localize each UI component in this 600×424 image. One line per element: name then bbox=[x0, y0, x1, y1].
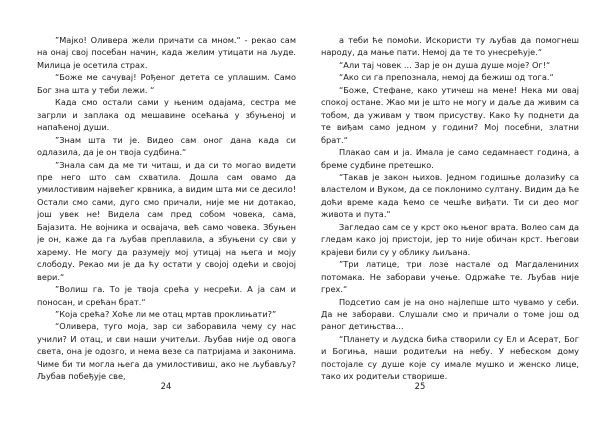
right-page bbox=[321, 34, 579, 382]
left-paragraph: “Оливера, туго моја, зар си заборавила чему су нас учили? И отац, и сви наши учитељи. Љубав није од овога света, она је одозго, и нема везе са патријама и законима. Чиме би ти могла њега да умилостивиш, ако не љубављу? Љубав побеђује све, bbox=[37, 321, 296, 382]
page-number-right: 25 bbox=[414, 381, 426, 391]
right-paragraph: “Боже, Стефане, како утичеш на мене! Нека ми овај спокој остане. Жао ми је што не могу и даље да живим са тобом, да уживам у твом присуству. Како ћу поднети да те виђам само једном у години? Мој посебни, златни брат.“ bbox=[321, 84, 579, 145]
left-paragraph: ”Знам шта ти је. Видео сам оног дана када си одлазила, да је он твоја судбина.“ bbox=[37, 134, 296, 158]
left-page bbox=[37, 34, 296, 382]
right-paragraph: “Али тај човек ... Зар је он душа душе моје? Ог!“ bbox=[339, 59, 551, 70]
left-paragraph: Када смо остали сами у њеним одајама, сестра ме загрли и заплака од мешавине осећања у збуњеној и напаћеној души. bbox=[37, 97, 296, 133]
left-paragraph: ”Која срећа? Хоће ли ме отац мртав проклињати?” bbox=[55, 308, 277, 319]
right-paragraph: “Планету и људска бића створили су Ел и Асерат, Бог и Богиња, наши родитељи на небу. У небеском дому постојале су душе које су имале мушко и женско лице, тако их родитељи створише. bbox=[321, 333, 579, 382]
page-number-left: 24 bbox=[160, 381, 172, 391]
left-paragraph: “Боже ме сачувај! Рођеног детета се уплашим. Само Бог зна шта у теби лежи. “ bbox=[37, 72, 296, 95]
left-paragraph: ”Знала сам да ме ти читаш, и да си то могао видети пре него што сам схватила. Дошла сам овамо да умилостивим највећег крвника, а видим шта ми се десило! Остали смо сами, дуго смо причали, није ме ни дотакао, још увек не! Видела сам пред собом човека, сама, Бајазита. Не војника и освајача, већ само човека. Збуњен је он, каже да га љубав преплавила, а збуњени су сви у харему. Не могу да разумеју мој утицај на њега и моју слободу. Рекао ми је да ћу остати у својој одећи и својој вери.“ bbox=[37, 159, 296, 282]
right-paragraph: ”Три латице, три лозе настале од Магдалениних потомака. Не заборави учење. Одржаће те. Љубав није грех.“ bbox=[321, 259, 579, 295]
right-paragraph: “Такав је закон њихов. Једном годишње долазићу са властелом и Вуком, да се поклонимо султану. Видим да ће доћи време када ћемо се чешће виђати. Ти си део мог живота и пута.“ bbox=[321, 171, 579, 220]
left-paragraph: ”Мајко! Оливера жели причати са мном.“ - рекао сам на онај свој посебан начин, када желим утицати на људе. Милица је осетила страх. bbox=[37, 35, 296, 70]
right-paragraph: Плакао сам и ја. Имала је само седамнаест година, а бреме судбине претешко. bbox=[321, 147, 579, 170]
right-paragraph: Подсетио сам је на оно најлепше што чувамо у себи. Да не заборави. Слушали смо и причали о томе још од раног детињства... bbox=[321, 296, 579, 332]
right-paragraph: Загледао сам се у крст око њеног врата. Волео сам да гледам како јој пристоји, јер то није обичан крст. Његови крајеви били су у облику љиљана. bbox=[321, 221, 579, 257]
right-paragraph: а теби ће помоћи. Искористи ту љубав да помогнеш народу, да мање пати. Немој да те то унесрећује.“ bbox=[321, 35, 579, 58]
right-paragraph: “Ако си га препознала, немој да бежиш од тога.“ bbox=[339, 72, 554, 83]
left-paragraph: ”Волиш га. То је твоја срећа у несрећи. А ја сам и поносан, и срећан брат.“ bbox=[37, 284, 296, 307]
